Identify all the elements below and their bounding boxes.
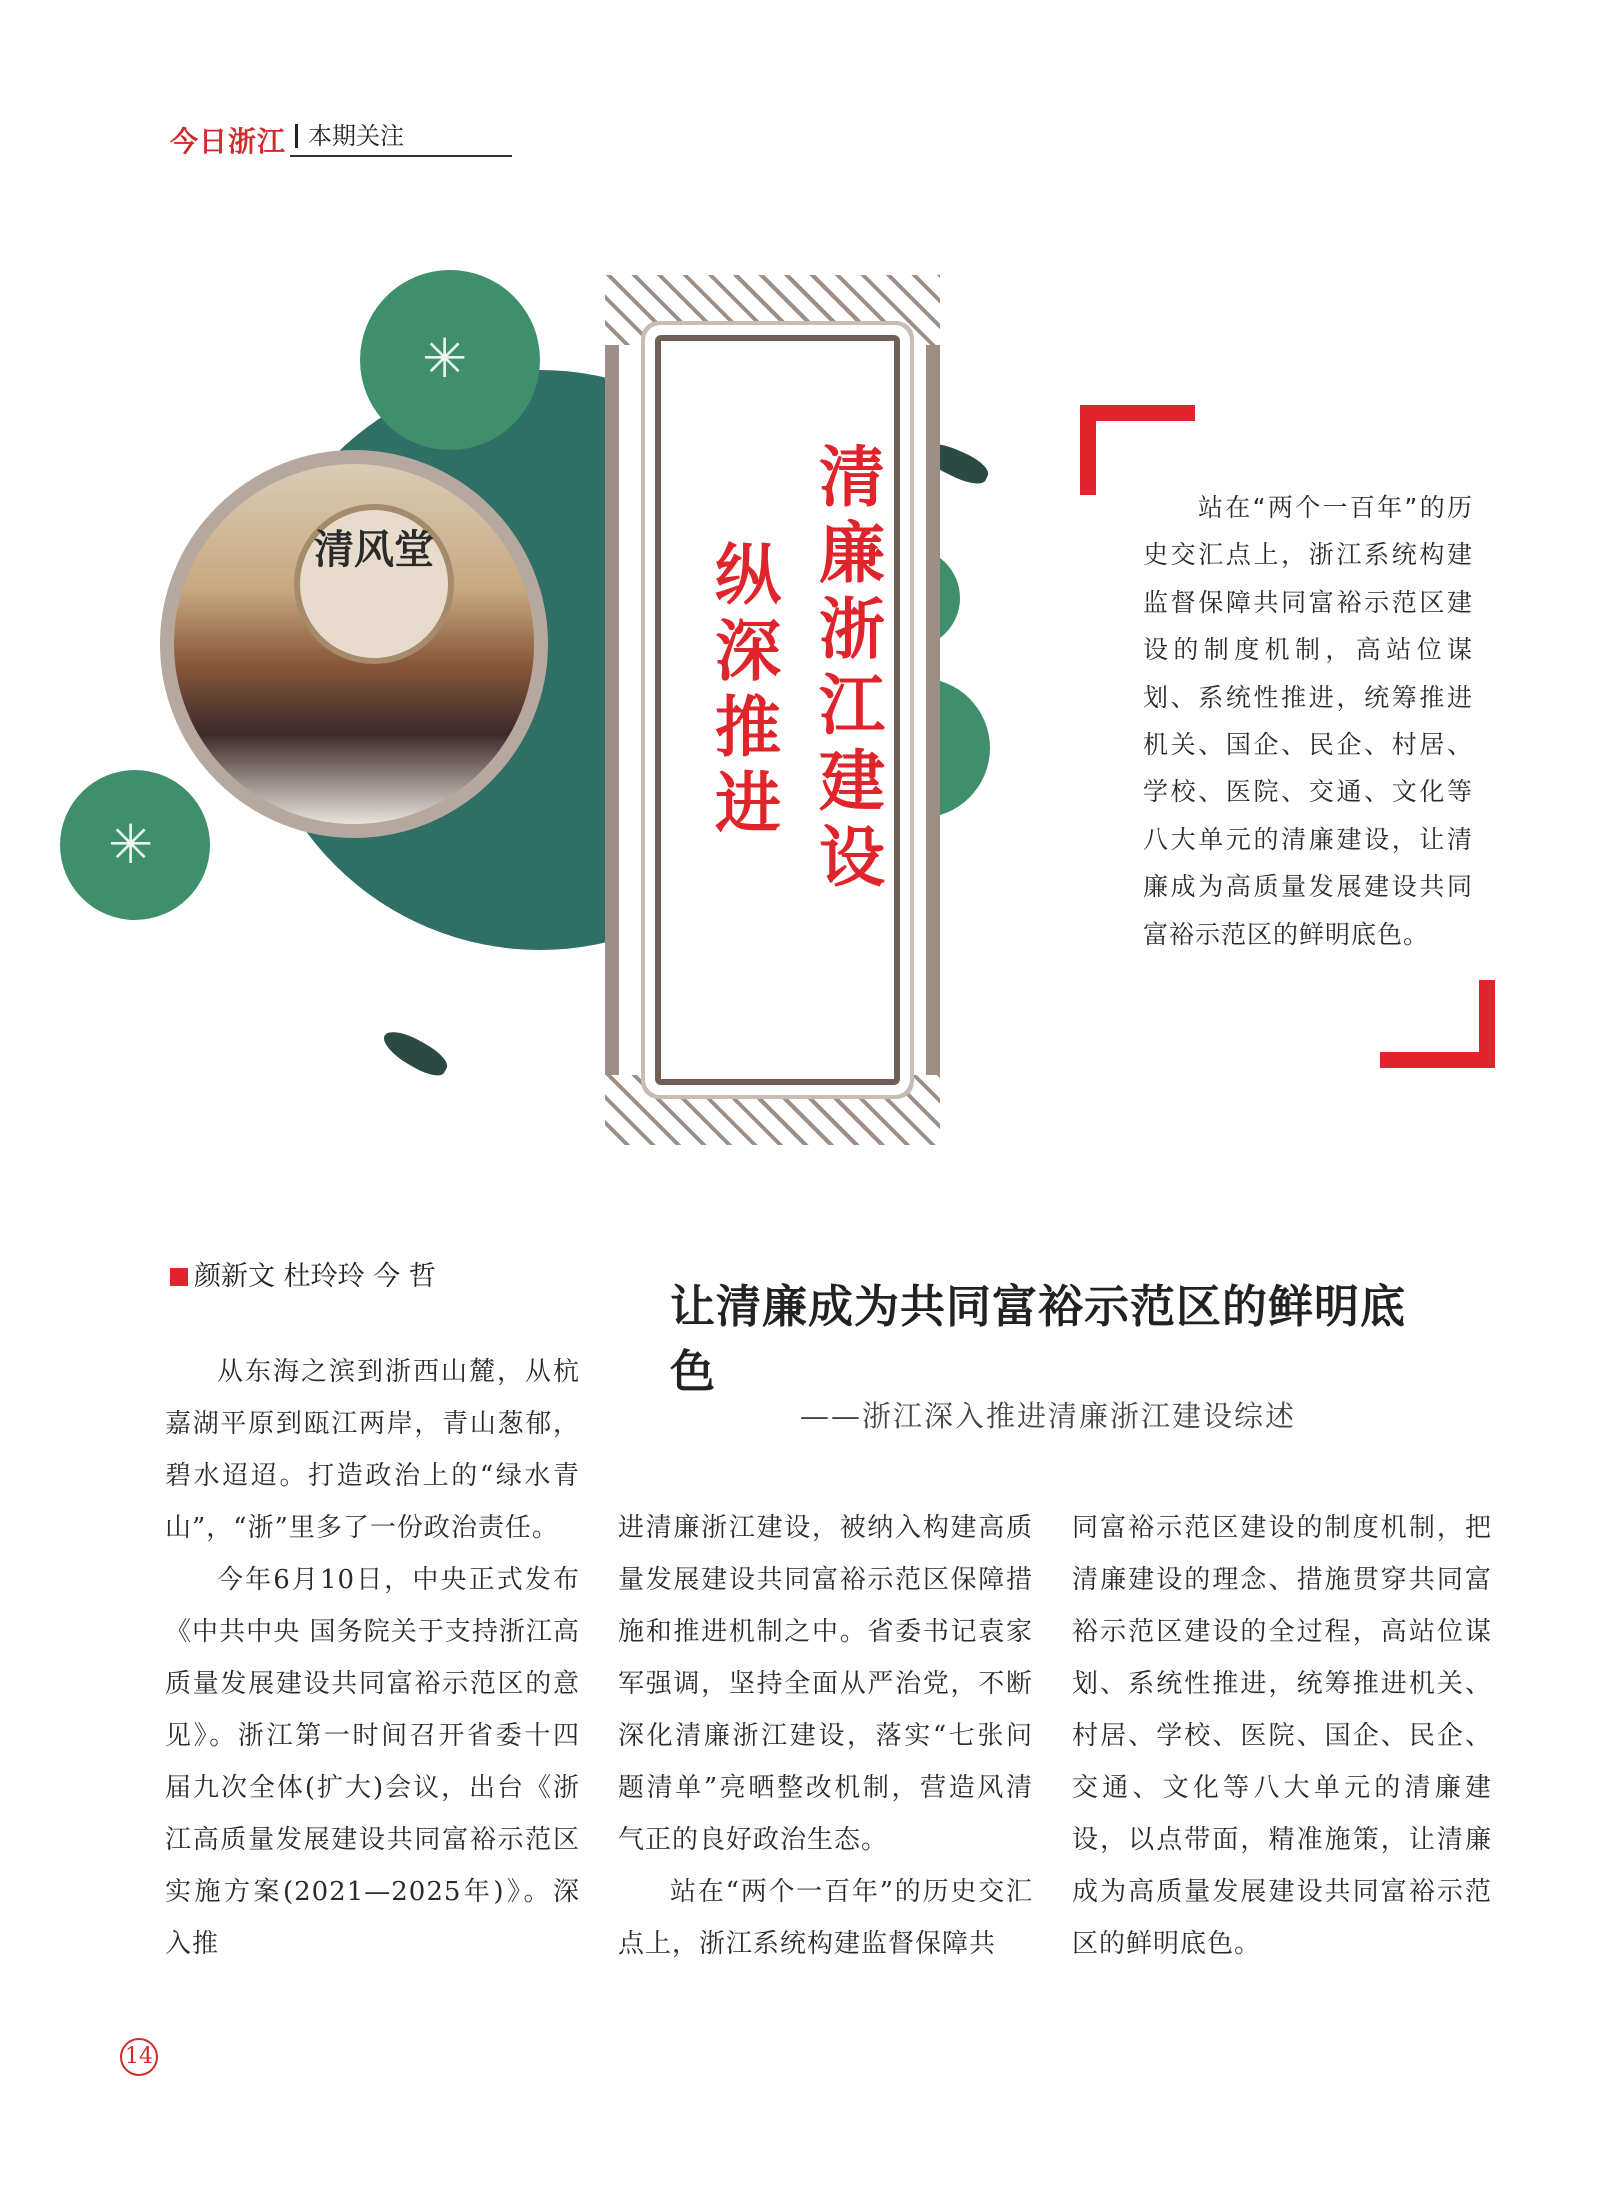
sparkle-icon: ✳ [108, 813, 154, 876]
red-square-icon [170, 1268, 188, 1286]
lotus-leaf-icon [60, 770, 210, 920]
paragraph: 进清廉浙江建设，被纳入构建高质量发展建设共同富裕示范区保障措施和推进机制之中。省委书记袁家军强调，坚持全面从严治党，不断深化清廉浙江建设，落实“七张问题清单”亮晒整改机制，营造风清气正的良好政治生态。 [618, 1513, 1033, 1855]
lotus-leaf-icon [360, 270, 540, 450]
byline [170, 1254, 436, 1293]
page-number: 14 [120, 2038, 158, 2076]
intro-text: 站在“两个一百年”的历史交汇点上，浙江系统构建监督保障共同富裕示范区建设的制度机制，高站位谋划、系统性推进，统筹推进机关、国企、民企、村居、学校、医院、交通、文化等八大单元的清廉建设，让清廉成为高质量发展建设共同富裕示范区的鲜明底色。 [1143, 493, 1473, 949]
header-rule [290, 155, 512, 157]
paragraph: 从东海之滨到浙西山麓，从杭嘉湖平原到瓯江两岸，青山葱郁，碧水迢迢。打造政治上的“绿水青山”，“浙”里多了一份政治责任。 [165, 1357, 580, 1543]
byline-authors: 颜新文 杜玲玲 今 哲 [194, 1261, 436, 1292]
section-label: 本期关注 [295, 124, 404, 148]
paragraph: 站在“两个一百年”的历史交汇点上，浙江系统构建监督保障共 [618, 1877, 1033, 1959]
bracket-top-left [1080, 405, 1195, 421]
article-column-1 [165, 1346, 580, 1970]
plaque-sign: 清风堂 [294, 504, 454, 664]
sparkle-icon: ✳ [422, 327, 468, 390]
paragraph: 同富裕示范区建设的制度机制，把清廉建设的理念、措施贯穿共同富裕示范区建设的全过程，高站位谋划、系统性推进，统筹推进机关、村居、学校、医院、国企、民企、交通、文化等八大单元的清廉建设，以点带面，精准施策，让清廉成为高质量发展建设共同富裕示范区的鲜明底色。 [1072, 1513, 1492, 1959]
paragraph: 今年6月10日，中央正式发布《中共中央 国务院关于支持浙江高质量发展建设共同富裕示范区的意见》。浙江第一时间召开省委十四届九次全体(扩大)会议，出台《浙江高质量发展建设共同富裕示范区实施方案(2021—2025年)》。深入推 [165, 1565, 580, 1959]
reading-room-photo [160, 450, 548, 838]
article-subhead: ——浙江深入推进清廉浙江建设综述 [800, 1399, 1297, 1433]
hero-title-line2: 纵深推进 [715, 537, 781, 842]
bracket-top-left [1080, 405, 1096, 495]
article-column-2 [618, 1502, 1033, 1970]
bracket-bottom-right [1479, 980, 1495, 1068]
article-headline: 让清廉成为共同富裕示范区的鲜明底色 [670, 1280, 1407, 1398]
fish-icon [378, 1024, 452, 1082]
hero-title-line1: 清廉浙江建设 [819, 439, 885, 896]
hero-illustration [60, 270, 960, 1150]
article-column-3 [1072, 1502, 1492, 1970]
lattice-bottom [605, 1075, 940, 1145]
bracket-bottom-right [1380, 1052, 1495, 1068]
intro-summary [1143, 484, 1473, 958]
masthead-logo: 今日浙江 [170, 125, 287, 158]
